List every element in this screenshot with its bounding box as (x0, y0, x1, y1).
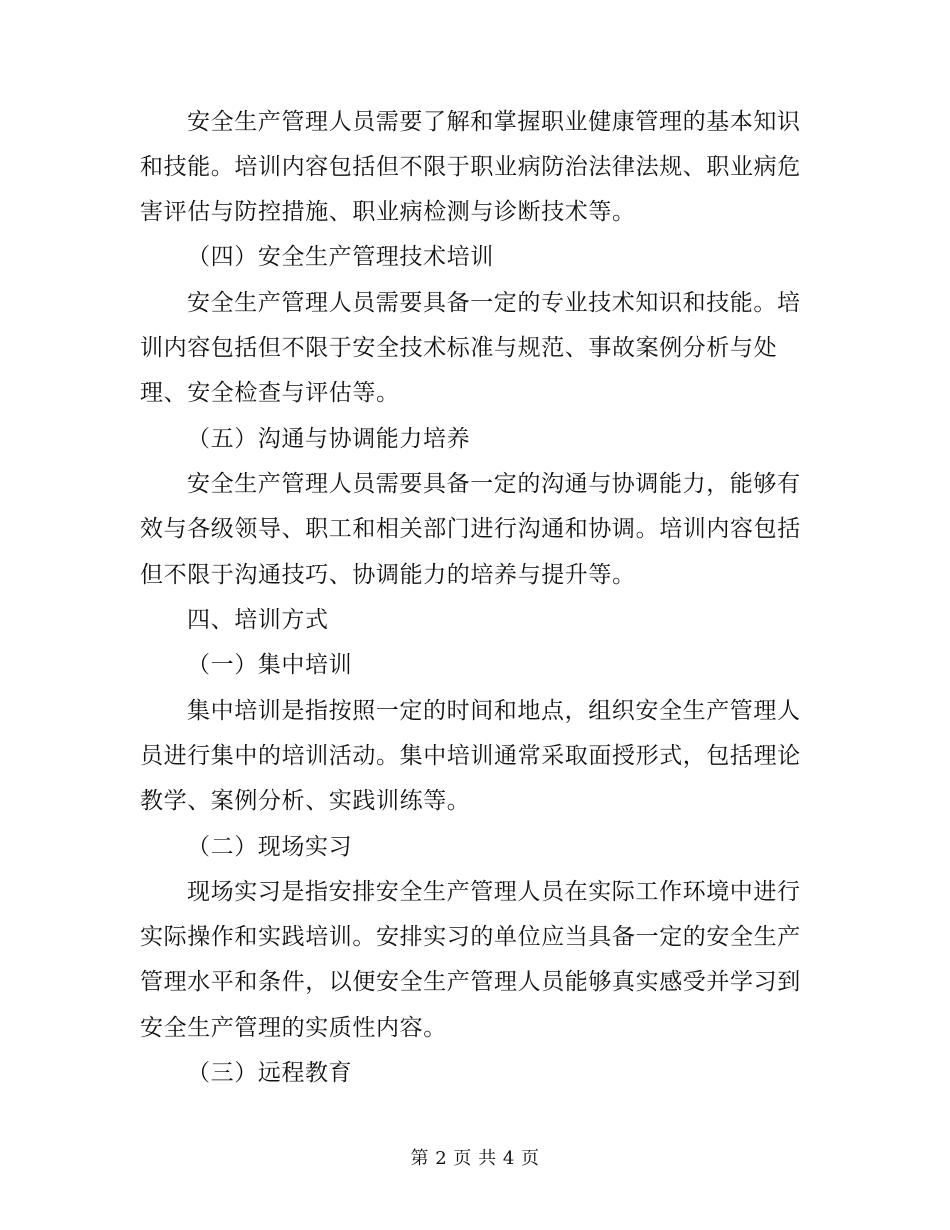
paragraph-line: 集中培训是指按照一定的时间和地点，组织安全生产管理人 (187, 698, 801, 724)
paragraph-line: 教学、案例分析、实践训练等。 (140, 788, 471, 814)
subheading-communication: （五）沟通与协调能力培养 (187, 426, 471, 452)
paragraph-line: 安全生产管理人员需要具备一定的专业技术知识和技能。培 (187, 290, 801, 316)
paragraph-line: 害评估与防控措施、职业病检测与诊断技术等。 (140, 199, 636, 225)
subheading-centralized-training: （一）集中培训 (187, 652, 353, 678)
paragraph-line: 现场实习是指安排安全生产管理人员在实际工作环境中进行 (187, 879, 801, 905)
paragraph-line: 效与各级领导、职工和相关部门进行沟通和协调。培训内容包括 (140, 516, 801, 542)
subheading-field-practice: （二）现场实习 (187, 834, 353, 860)
paragraph-line: 但不限于沟通技巧、协调能力的培养与提升等。 (140, 562, 636, 588)
paragraph-line: 实际操作和实践培训。安排实习的单位应当具备一定的安全生产 (140, 924, 801, 950)
page-number-footer: 第 2 页 共 4 页 (410, 1148, 540, 1169)
paragraph-line: 理、安全检查与评估等。 (140, 380, 400, 406)
paragraph-line: 安全生产管理人员需要具备一定的沟通与协调能力，能够有 (187, 471, 801, 497)
paragraph-line: 安全生产管理人员需要了解和掌握职业健康管理的基本知识 (187, 109, 801, 135)
paragraph-line: 训内容包括但不限于安全技术标准与规范、事故案例分析与处 (140, 335, 778, 361)
paragraph-line: 安全生产管理的实质性内容。 (140, 1015, 447, 1041)
paragraph-line: 和技能。培训内容包括但不限于职业病防治法律法规、职业病危 (140, 154, 801, 180)
section-heading-training-methods: 四、培训方式 (187, 607, 329, 633)
subheading-technical-training: （四）安全生产管理技术培训 (187, 244, 494, 270)
paragraph-line: 员进行集中的培训活动。集中培训通常采取面授形式，包括理论 (140, 743, 801, 769)
subheading-remote-education: （三）远程教育 (187, 1060, 353, 1086)
paragraph-line: 管理水平和条件，以便安全生产管理人员能够真实感受并学习到 (140, 969, 801, 995)
